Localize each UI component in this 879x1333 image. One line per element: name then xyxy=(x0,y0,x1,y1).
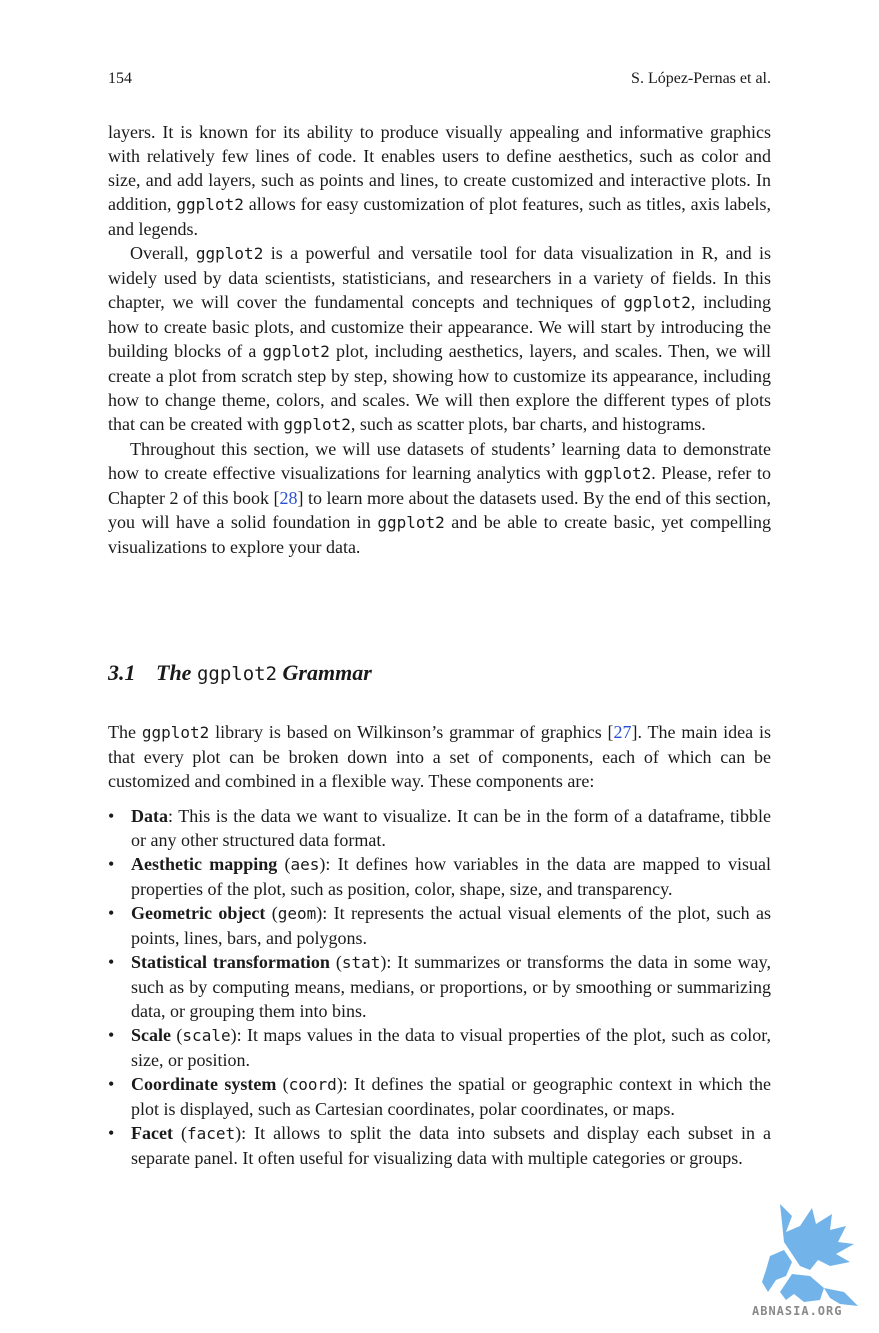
item-text: ): It defines the spatial or geographic context in which the plot is displayed, such as Cartesian coordinates, polar coordinates, or maps. xyxy=(131,1074,771,1119)
item-text: ): It summarizes or transforms the data in some way, such as by computing means, medians, or proportions, or by smoothing or summarizing data, or grouping them into bins. xyxy=(131,952,771,1021)
code-geom: geom xyxy=(277,904,317,923)
list-item-coordinate-system: • Coordinate system (coord): It defines the spatial or geographic context in which the plot is displayed, such as Cartesian coordinates, polar coordinates, or maps. xyxy=(108,1074,771,1119)
bullet: • xyxy=(108,1025,115,1045)
list-item-facet: • Facet (facet): It allows to split the data into subsets and display each subset in a separate panel. It often useful for visualizing data with multiple categories or groups. xyxy=(108,1123,771,1168)
section-heading xyxy=(108,660,372,686)
term-scale: Scale xyxy=(131,1025,171,1045)
text-run: layers. It is known for its ability to produce visually appealing and informative graphics with relatively few lines of code. It enables users to define aesthetics, such as color and size, and add layers, such as points and lines, to create customized and interactive plots. In addition, xyxy=(108,122,771,214)
section-title-code: ggplot2 xyxy=(196,663,278,685)
list-item-geometric-object: • Geometric object (geom): It represents the actual visual elements of the plot, such as points, lines, bars, and polygons. xyxy=(108,903,771,948)
code-ggplot2: ggplot2 xyxy=(583,464,652,483)
item-text: ): It maps values in the data to visual properties of the plot, such as color, size, or position. xyxy=(131,1025,771,1070)
code-ggplot2: ggplot2 xyxy=(195,244,264,263)
intro-paragraph-2 xyxy=(108,241,771,437)
intro-text xyxy=(108,120,771,559)
list-item-statistical-transformation: • Statistical transformation (stat): It summarizes or transforms the data in some way, such as by computing means, medians, or proportions, or by smoothing or summarizing data, or grouping them into bins. xyxy=(108,952,771,1021)
section-text xyxy=(108,720,771,793)
section-paragraph-1 xyxy=(108,720,771,793)
code-ggplot2: ggplot2 xyxy=(623,293,691,312)
term-aesthetic-mapping: Aesthetic mapping xyxy=(131,854,278,874)
bullet: • xyxy=(108,903,115,923)
term-facet: Facet xyxy=(131,1123,173,1143)
code-ggplot2: ggplot2 xyxy=(176,195,244,214)
code-ggplot2: ggplot2 xyxy=(283,415,351,434)
text-run: Throughout this section, we will use datasets of students’ learning data to demonstrate how to create effective visualizations for learning analytics with xyxy=(108,439,771,483)
item-text: ): It allows to split the data into subsets and display each subset in a separate panel. It often useful for visualizing data with multiple categories or groups. xyxy=(131,1123,771,1168)
text-run: ] to learn more about the datasets used. By the end of this section, you will have a solid foundation in xyxy=(108,488,771,532)
code-ggplot2: ggplot2 xyxy=(377,513,445,532)
text-run: and be able to create basic, yet compelling visualizations to explore your data. xyxy=(108,512,771,557)
text-run: plot, including aesthetics, layers, and scales. Then, we will create a plot from scratch step by step, showing how to customize its appearance, including how to change theme, colors, and scales. We will then explore the different types of plots that can be created with xyxy=(108,341,771,434)
term-coordinate-system: Coordinate system xyxy=(131,1074,277,1094)
bullet: • xyxy=(108,952,115,972)
code-ggplot2: ggplot2 xyxy=(262,342,330,361)
text-run: The xyxy=(108,722,142,742)
item-text: ): It represents the actual visual elements of the plot, such as points, lines, bars, and polygons. xyxy=(131,903,771,948)
text-run: is a powerful and versatile tool for data visualization in R, and is widely used by data scientists, statisticians, and researchers in a variety of fields. In this chapter, we will cover the fundamental concepts and techniques of xyxy=(108,243,771,312)
text-run: allows for easy customization of plot features, such as titles, axis labels, and legends. xyxy=(108,194,772,239)
page-number: 154 xyxy=(108,70,132,87)
item-text: ): It defines how variables in the data are mapped to visual properties of the plot, such as position, color, shape, size, and transparency. xyxy=(131,854,771,899)
bullet: • xyxy=(108,1074,115,1094)
term-data: Data xyxy=(131,806,168,826)
section-title-pre: The xyxy=(156,660,197,685)
code-aes: aes xyxy=(290,855,320,874)
list-item-scale: • Scale (scale): It maps values in the data to visual properties of the plot, such as color, size, or position. xyxy=(108,1025,771,1070)
text-run: , including how to create basic plots, and customize their appearance. We will start by introducing the building blocks of a xyxy=(108,292,771,361)
text-run: ]. The main idea is that every plot can be broken down into a set of components, each of which can be customized and combined in a flexible way. These components are: xyxy=(108,722,771,791)
section-number: 3.1 xyxy=(108,660,136,685)
intro-paragraph-3 xyxy=(108,437,771,559)
section-title-post: Grammar xyxy=(277,660,372,685)
running-head: S. López-Pernas et al. xyxy=(631,70,771,87)
code-facet: facet xyxy=(186,1124,236,1143)
components-list xyxy=(108,804,771,1170)
text-run: Overall, xyxy=(130,243,196,263)
watermark-text: ABNASIA.ORG xyxy=(752,1304,843,1318)
term-statistical-transformation: Statistical transformation xyxy=(131,952,330,972)
list-item-aesthetic-mapping: • Aesthetic mapping (aes): It defines how variables in the data are mapped to visual properties of the plot, such as position, color, shape, size, and transparency. xyxy=(108,854,771,899)
bullet: • xyxy=(108,854,115,874)
bullet: • xyxy=(108,806,115,826)
code-scale: scale xyxy=(182,1026,231,1045)
text-run: library is based on Wilkinson’s grammar of graphics [ xyxy=(209,722,614,742)
code-coord: coord xyxy=(288,1075,337,1094)
term-geometric-object: Geometric object xyxy=(131,903,266,923)
intro-paragraph-1 xyxy=(108,120,771,241)
text-run: , such as scatter plots, bar charts, and histograms. xyxy=(350,414,706,434)
item-text: : This is the data we want to visualize. It can be in the form of a dataframe, tibble or any other structured data format. xyxy=(131,806,771,850)
text-run: . Please, refer to Chapter 2 of this book [ xyxy=(108,463,771,508)
code-ggplot2: ggplot2 xyxy=(141,723,210,742)
code-stat: stat xyxy=(341,953,381,972)
citation-link-27[interactable]: 27 xyxy=(613,722,632,742)
bullet: • xyxy=(108,1123,115,1143)
list-item-data xyxy=(108,804,771,852)
citation-link-28[interactable]: 28 xyxy=(279,488,298,508)
